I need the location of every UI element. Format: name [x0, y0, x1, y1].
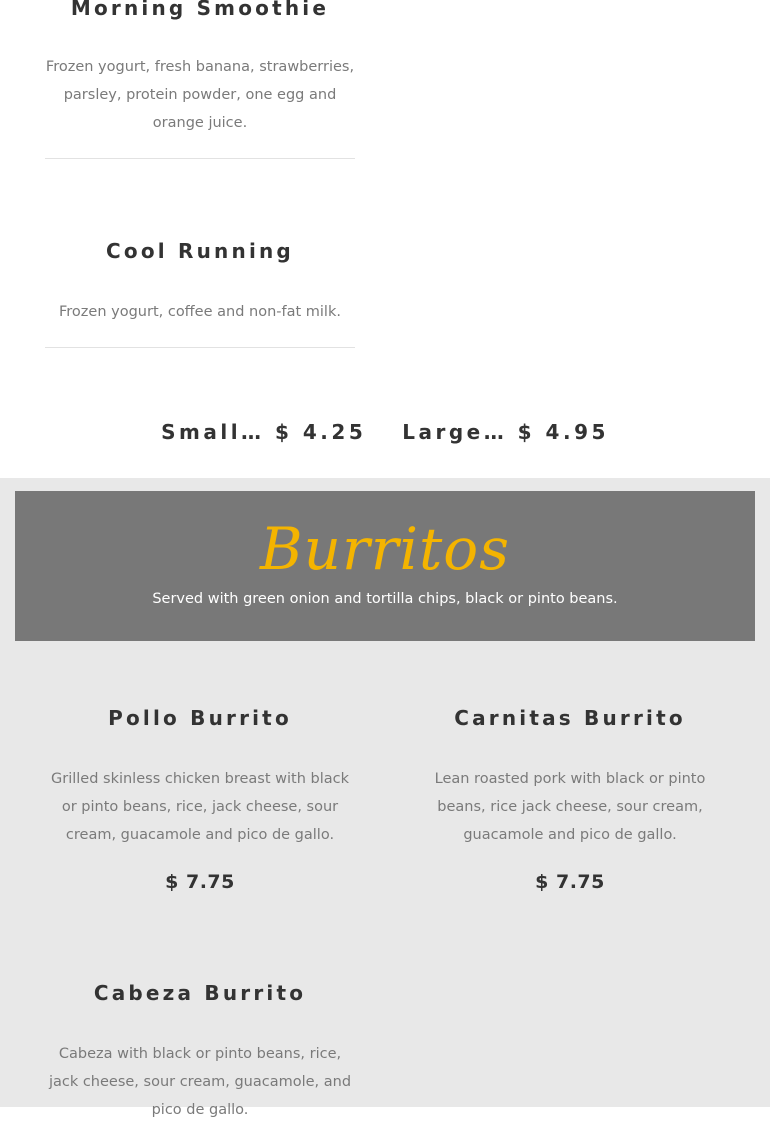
category-title: Burritos: [260, 515, 510, 583]
menu-item-morning-smoothie: [45, 0, 355, 20]
category-subtitle: Served with green onion and tortilla chips, black or pinto beans.: [152, 591, 618, 607]
item-description-wrap: [45, 765, 355, 849]
menu-item-cabeza-burrito: [45, 981, 355, 1005]
item-description-wrap: [45, 53, 355, 137]
small-size-price: Small… $ 4.25: [161, 420, 367, 444]
item-title: Pollo Burrito: [108, 706, 292, 730]
item-title: Carnitas Burrito: [454, 706, 686, 730]
item-title: Morning Smoothie: [70, 0, 330, 20]
size-prices: [0, 420, 770, 444]
item-description: Grilled skinless chicken breast with black or pinto beans, rice, jack cheese, sour cream, guacamole and pico de gallo.: [51, 771, 349, 843]
item-price: $ 7.75: [535, 871, 605, 893]
menu-item-cool-running: [45, 239, 355, 263]
category-banner: [15, 491, 755, 641]
item-description: Cabeza with black or pinto beans, rice, jack cheese, sour cream, guacamole, and pico de gallo.: [48, 1046, 352, 1118]
item-description: Frozen yogurt, coffee and non-fat milk.: [59, 304, 341, 320]
smoothies-section: [0, 0, 770, 478]
menu-item-carnitas-burrito: [415, 706, 725, 730]
burritos-section: [0, 478, 770, 1118]
item-price-wrap: [45, 871, 355, 893]
divider: [45, 158, 355, 159]
item-description: Lean roasted pork with black or pinto beans, rice jack cheese, sour cream, guacamole and pico de gallo.: [434, 771, 706, 843]
item-title: Cool Running: [106, 239, 294, 263]
item-price: $ 7.75: [165, 871, 235, 893]
item-description-wrap: [45, 298, 355, 326]
divider: [45, 347, 355, 348]
item-price-wrap: [415, 871, 725, 893]
large-size-price: Large… $ 4.95: [402, 420, 609, 444]
menu-item-pollo-burrito: [45, 706, 355, 730]
item-description-wrap: [415, 765, 725, 849]
item-title: Cabeza Burrito: [93, 981, 307, 1005]
item-description-wrap: [45, 1040, 355, 1124]
item-description: Frozen yogurt, fresh banana, strawberries, parsley, protein powder, one egg and orange juice.: [45, 59, 355, 131]
